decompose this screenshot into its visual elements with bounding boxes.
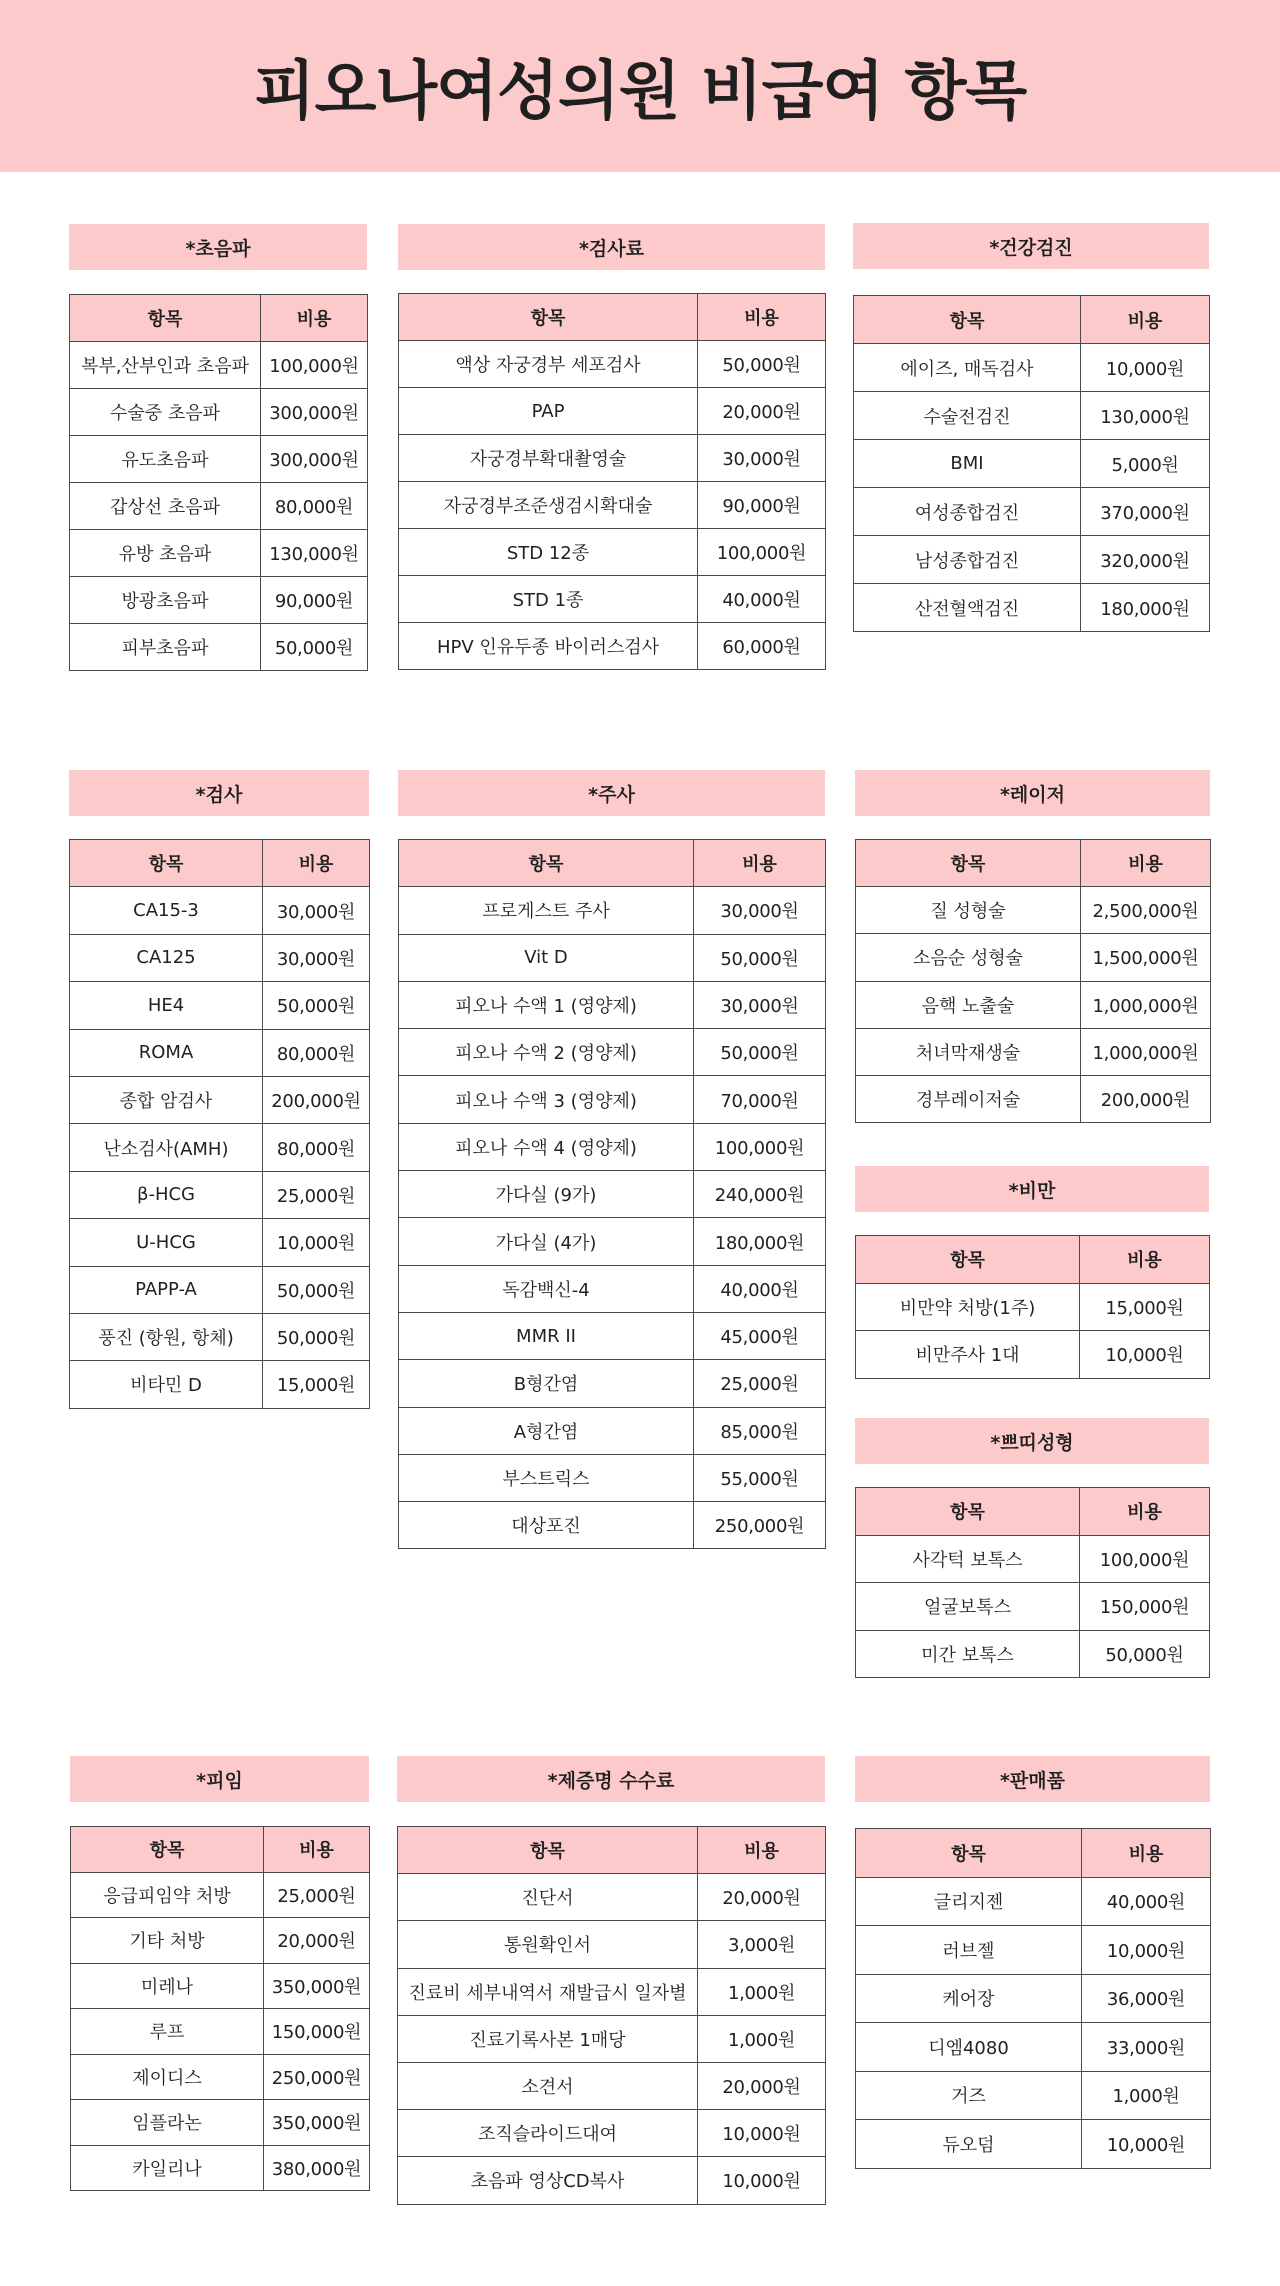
- table-row: [398, 2062, 826, 2109]
- table-row: [399, 388, 826, 435]
- table-header-row: [398, 1827, 826, 1874]
- cost-cell: 300,000원: [261, 436, 368, 483]
- table-row: [856, 1075, 1211, 1122]
- table-header-row: [856, 1488, 1210, 1536]
- price-table: [853, 295, 1210, 632]
- item-cell: 거즈: [856, 2071, 1082, 2120]
- item-cell: β-HCG: [70, 1171, 263, 1218]
- cost-cell: 380,000원: [264, 2145, 370, 2191]
- item-cell: 산전혈액검진: [854, 584, 1081, 632]
- item-cell: 종합 암검사: [70, 1076, 263, 1123]
- cost-cell: 30,000원: [694, 887, 826, 934]
- column-header-item: 항목: [399, 294, 698, 341]
- table-row: [70, 1361, 370, 1408]
- table-row: [856, 1535, 1210, 1583]
- column-header-cost: 비용: [1082, 1829, 1211, 1878]
- column-header-cost: 비용: [1081, 840, 1211, 887]
- section-title: *검사료: [398, 224, 825, 270]
- cost-cell: 180,000원: [1081, 584, 1210, 632]
- table-row: [856, 887, 1211, 934]
- cost-cell: 33,000원: [1082, 2023, 1211, 2072]
- table-row: [399, 1123, 826, 1170]
- cost-cell: 25,000원: [694, 1360, 826, 1407]
- table-row: [854, 488, 1210, 536]
- table-header-row: [399, 294, 826, 341]
- price-section: [855, 1418, 1209, 1666]
- item-cell: 프로게스트 주사: [399, 887, 694, 934]
- item-cell: 진료기록사본 1매당: [398, 2015, 698, 2062]
- table-row: [854, 536, 1210, 584]
- table-header-row: [856, 1829, 1211, 1878]
- table-row: [856, 934, 1211, 981]
- table-row: [399, 1265, 826, 1312]
- table-row: [856, 1331, 1210, 1379]
- section-title: *피임: [70, 1756, 369, 1802]
- table-row: [399, 341, 826, 388]
- table-row: [70, 1219, 370, 1266]
- cost-cell: 100,000원: [698, 529, 826, 576]
- item-cell: 난소검사(AMH): [70, 1124, 263, 1171]
- page-header: [0, 0, 1280, 172]
- table-row: [70, 483, 368, 530]
- cost-cell: 50,000원: [263, 1266, 370, 1313]
- item-cell: 소음순 성형술: [856, 934, 1081, 981]
- table-row: [399, 1360, 826, 1407]
- cost-cell: 30,000원: [698, 435, 826, 482]
- item-cell: 에이즈, 매독검사: [854, 344, 1081, 392]
- table-header-row: [399, 840, 826, 887]
- item-cell: 질 성형술: [856, 887, 1081, 934]
- item-cell: 미레나: [71, 1963, 264, 2009]
- item-cell: 디엠4080: [856, 2023, 1082, 2072]
- cost-cell: 50,000원: [694, 1029, 826, 1076]
- price-section: [398, 770, 825, 1538]
- table-row: [399, 435, 826, 482]
- cost-cell: 36,000원: [1082, 1974, 1211, 2023]
- table-row: [399, 529, 826, 576]
- column-header-item: 항목: [399, 840, 694, 887]
- table-row: [854, 344, 1210, 392]
- cost-cell: 10,000원: [1081, 344, 1210, 392]
- item-cell: 임플라논: [71, 2100, 264, 2146]
- cost-cell: 370,000원: [1081, 488, 1210, 536]
- cost-cell: 20,000원: [698, 388, 826, 435]
- item-cell: HPV 인유두종 바이러스검사: [399, 623, 698, 670]
- cost-cell: 350,000원: [264, 2100, 370, 2146]
- item-cell: 자궁경부확대촬영술: [399, 435, 698, 482]
- cost-cell: 80,000원: [261, 483, 368, 530]
- cost-cell: 20,000원: [264, 1918, 370, 1964]
- table-row: [854, 392, 1210, 440]
- section-title: *쁘띠성형: [855, 1418, 1209, 1464]
- item-cell: PAPP-A: [70, 1266, 263, 1313]
- table-row: [399, 623, 826, 670]
- table-row: [856, 1630, 1210, 1678]
- table-row: [399, 1407, 826, 1454]
- item-cell: 통원확인서: [398, 1921, 698, 1968]
- item-cell: 비만약 처방(1주): [856, 1283, 1080, 1331]
- table-row: [70, 624, 368, 671]
- item-cell: 여성종합검진: [854, 488, 1081, 536]
- cost-cell: 90,000원: [261, 577, 368, 624]
- table-row: [399, 482, 826, 529]
- table-row: [70, 1313, 370, 1360]
- item-cell: B형간염: [399, 1360, 694, 1407]
- cost-cell: 150,000원: [1080, 1583, 1210, 1631]
- table-row: [70, 389, 368, 436]
- price-section: [69, 770, 369, 1397]
- cost-cell: 130,000원: [1081, 392, 1210, 440]
- cost-cell: 85,000원: [694, 1407, 826, 1454]
- item-cell: 수술전검진: [854, 392, 1081, 440]
- cost-cell: 25,000원: [263, 1171, 370, 1218]
- item-cell: 초음파 영상CD복사: [398, 2157, 698, 2204]
- item-cell: 피부초음파: [70, 624, 261, 671]
- table-row: [856, 2120, 1211, 2169]
- cost-cell: 5,000원: [1081, 440, 1210, 488]
- table-header-row: [70, 295, 368, 342]
- item-cell: 루프: [71, 2009, 264, 2055]
- table-row: [399, 887, 826, 934]
- item-cell: 얼굴보톡스: [856, 1583, 1080, 1631]
- cost-cell: 30,000원: [694, 981, 826, 1028]
- table-row: [70, 342, 368, 389]
- table-header-row: [854, 296, 1210, 344]
- item-cell: 글리지젠: [856, 1877, 1082, 1926]
- table-row: [399, 934, 826, 981]
- price-section: [853, 223, 1209, 620]
- cost-cell: 90,000원: [698, 482, 826, 529]
- cost-cell: 150,000원: [264, 2009, 370, 2055]
- cost-cell: 100,000원: [694, 1123, 826, 1170]
- table-row: [856, 981, 1211, 1028]
- table-row: [399, 1218, 826, 1265]
- item-cell: 음핵 노출술: [856, 981, 1081, 1028]
- item-cell: 남성종합검진: [854, 536, 1081, 584]
- cost-cell: 40,000원: [1082, 1877, 1211, 1926]
- table-header-row: [70, 840, 370, 887]
- item-cell: 대상포진: [399, 1502, 694, 1549]
- item-cell: 사각턱 보톡스: [856, 1535, 1080, 1583]
- cost-cell: 80,000원: [263, 1124, 370, 1171]
- item-cell: 응급피임약 처방: [71, 1872, 264, 1918]
- table-row: [399, 1454, 826, 1501]
- item-cell: HE4: [70, 982, 263, 1029]
- cost-cell: 1,000원: [698, 1968, 826, 2015]
- item-cell: 방광초음파: [70, 577, 261, 624]
- column-header-cost: 비용: [264, 1827, 370, 1873]
- item-cell: CA125: [70, 934, 263, 981]
- cost-cell: 200,000원: [263, 1076, 370, 1123]
- table-row: [398, 1968, 826, 2015]
- price-table: [855, 1487, 1210, 1678]
- item-cell: 유도초음파: [70, 436, 261, 483]
- cost-cell: 10,000원: [698, 2157, 826, 2204]
- cost-cell: 60,000원: [698, 623, 826, 670]
- cost-cell: 130,000원: [261, 530, 368, 577]
- item-cell: 진료비 세부내역서 재발급시 일자별: [398, 1968, 698, 2015]
- item-cell: 제이디스: [71, 2054, 264, 2100]
- price-section: [855, 1166, 1209, 1367]
- table-row: [398, 2110, 826, 2157]
- price-section: [69, 224, 367, 659]
- table-row: [856, 1583, 1210, 1631]
- section-title: *판매품: [855, 1756, 1210, 1802]
- table-row: [856, 1877, 1211, 1926]
- price-section: [70, 1756, 369, 2180]
- table-row: [399, 576, 826, 623]
- item-cell: 수술중 초음파: [70, 389, 261, 436]
- cost-cell: 70,000원: [694, 1076, 826, 1123]
- price-table: [397, 1826, 826, 2205]
- table-row: [70, 887, 370, 934]
- column-header-item: 항목: [856, 1829, 1082, 1878]
- table-row: [856, 1926, 1211, 1975]
- item-cell: 비만주사 1대: [856, 1331, 1080, 1379]
- table-row: [398, 1921, 826, 1968]
- table-row: [70, 577, 368, 624]
- column-header-cost: 비용: [698, 1827, 826, 1874]
- cost-cell: 2,500,000원: [1081, 887, 1211, 934]
- cost-cell: 15,000원: [263, 1361, 370, 1408]
- cost-cell: 30,000원: [263, 934, 370, 981]
- item-cell: 자궁경부조준생검시확대술: [399, 482, 698, 529]
- item-cell: BMI: [854, 440, 1081, 488]
- item-cell: 피오나 수액 2 (영양제): [399, 1029, 694, 1076]
- table-row: [856, 2023, 1211, 2072]
- item-cell: 러브젤: [856, 1926, 1082, 1975]
- item-cell: U-HCG: [70, 1219, 263, 1266]
- item-cell: 미간 보톡스: [856, 1630, 1080, 1678]
- column-header-cost: 비용: [1080, 1236, 1210, 1284]
- price-table: [855, 839, 1211, 1123]
- column-header-item: 항목: [856, 1236, 1080, 1284]
- item-cell: 가다실 (9가): [399, 1171, 694, 1218]
- column-header-item: 항목: [70, 840, 263, 887]
- item-cell: PAP: [399, 388, 698, 435]
- table-row: [71, 1963, 370, 2009]
- price-table: [69, 294, 368, 671]
- cost-cell: 50,000원: [698, 341, 826, 388]
- table-row: [398, 1874, 826, 1921]
- item-cell: 유방 초음파: [70, 530, 261, 577]
- table-header-row: [71, 1827, 370, 1873]
- cost-cell: 10,000원: [263, 1219, 370, 1266]
- cost-cell: 10,000원: [1080, 1331, 1210, 1379]
- item-cell: 조직슬라이드대여: [398, 2110, 698, 2157]
- section-title: *건강검진: [853, 223, 1209, 269]
- table-row: [399, 1076, 826, 1123]
- item-cell: 부스트릭스: [399, 1454, 694, 1501]
- table-row: [70, 934, 370, 981]
- cost-cell: 1,500,000원: [1081, 934, 1211, 981]
- column-header-item: 항목: [398, 1827, 698, 1874]
- cost-cell: 1,000원: [698, 2015, 826, 2062]
- table-row: [856, 1283, 1210, 1331]
- item-cell: CA15-3: [70, 887, 263, 934]
- item-cell: 비타민 D: [70, 1361, 263, 1408]
- cost-cell: 240,000원: [694, 1171, 826, 1218]
- item-cell: 진단서: [398, 1874, 698, 1921]
- column-header-cost: 비용: [694, 840, 826, 887]
- table-row: [399, 1171, 826, 1218]
- cost-cell: 100,000원: [261, 342, 368, 389]
- section-title: *레이저: [855, 770, 1210, 816]
- cost-cell: 20,000원: [698, 1874, 826, 1921]
- table-row: [70, 1124, 370, 1171]
- cost-cell: 1,000원: [1082, 2071, 1211, 2120]
- item-cell: 가다실 (4가): [399, 1218, 694, 1265]
- item-cell: 카일리나: [71, 2145, 264, 2191]
- cost-cell: 15,000원: [1080, 1283, 1210, 1331]
- cost-cell: 3,000원: [698, 1921, 826, 1968]
- cost-cell: 40,000원: [694, 1265, 826, 1312]
- table-row: [856, 2071, 1211, 2120]
- table-row: [856, 1028, 1211, 1075]
- table-row: [399, 1312, 826, 1359]
- item-cell: 갑상선 초음파: [70, 483, 261, 530]
- price-table: [69, 839, 370, 1409]
- table-row: [854, 440, 1210, 488]
- table-row: [70, 530, 368, 577]
- price-table: [398, 293, 826, 670]
- item-cell: STD 1종: [399, 576, 698, 623]
- price-table: [855, 1828, 1211, 2169]
- cost-cell: 200,000원: [1081, 1075, 1211, 1122]
- cost-cell: 350,000원: [264, 1963, 370, 2009]
- item-cell: 기타 처방: [71, 1918, 264, 1964]
- item-cell: 액상 자궁경부 세포검사: [399, 341, 698, 388]
- section-title: *주사: [398, 770, 825, 816]
- cost-cell: 320,000원: [1081, 536, 1210, 584]
- item-cell: MMR II: [399, 1312, 694, 1359]
- cost-cell: 30,000원: [263, 887, 370, 934]
- cost-cell: 100,000원: [1080, 1535, 1210, 1583]
- column-header-cost: 비용: [1080, 1488, 1210, 1536]
- table-row: [71, 1918, 370, 1964]
- cost-cell: 50,000원: [263, 1313, 370, 1360]
- table-row: [70, 1029, 370, 1076]
- section-title: *초음파: [69, 224, 367, 270]
- cost-cell: 250,000원: [694, 1502, 826, 1549]
- cost-cell: 25,000원: [264, 1872, 370, 1918]
- item-cell: 피오나 수액 4 (영양제): [399, 1123, 694, 1170]
- cost-cell: 1,000,000원: [1081, 1028, 1211, 1075]
- table-row: [398, 2015, 826, 2062]
- item-cell: 피오나 수액 3 (영양제): [399, 1076, 694, 1123]
- table-row: [70, 1076, 370, 1123]
- table-row: [70, 1171, 370, 1218]
- column-header-item: 항목: [856, 840, 1081, 887]
- column-header-item: 항목: [70, 295, 261, 342]
- cost-cell: 55,000원: [694, 1454, 826, 1501]
- table-row: [70, 1266, 370, 1313]
- table-row: [856, 1974, 1211, 2023]
- price-section: [855, 1756, 1210, 2156]
- item-cell: A형간염: [399, 1407, 694, 1454]
- item-cell: 피오나 수액 1 (영양제): [399, 981, 694, 1028]
- cost-cell: 10,000원: [698, 2110, 826, 2157]
- cost-cell: 300,000원: [261, 389, 368, 436]
- cost-cell: 10,000원: [1082, 2120, 1211, 2169]
- item-cell: 경부레이저술: [856, 1075, 1081, 1122]
- cost-cell: 50,000원: [261, 624, 368, 671]
- cost-cell: 50,000원: [263, 982, 370, 1029]
- cost-cell: 250,000원: [264, 2054, 370, 2100]
- item-cell: 독감백신-4: [399, 1265, 694, 1312]
- table-row: [71, 2054, 370, 2100]
- cost-cell: 50,000원: [1080, 1630, 1210, 1678]
- table-row: [398, 2157, 826, 2204]
- item-cell: 풍진 (항원, 항체): [70, 1313, 263, 1360]
- column-header-cost: 비용: [698, 294, 826, 341]
- table-row: [71, 2145, 370, 2191]
- cost-cell: 20,000원: [698, 2062, 826, 2109]
- section-title: *검사: [69, 770, 369, 816]
- price-section: [398, 224, 825, 658]
- column-header-cost: 비용: [1081, 296, 1210, 344]
- cost-cell: 80,000원: [263, 1029, 370, 1076]
- section-title: *제증명 수수료: [397, 1756, 825, 1802]
- cost-cell: 1,000,000원: [1081, 981, 1211, 1028]
- item-cell: 케어장: [856, 1974, 1082, 2023]
- table-row: [399, 1502, 826, 1549]
- column-header-item: 항목: [71, 1827, 264, 1873]
- price-table: [398, 839, 826, 1549]
- item-cell: STD 12종: [399, 529, 698, 576]
- item-cell: 듀오덤: [856, 2120, 1082, 2169]
- item-cell: 소견서: [398, 2062, 698, 2109]
- cost-cell: 40,000원: [698, 576, 826, 623]
- item-cell: 처녀막재생술: [856, 1028, 1081, 1075]
- column-header-item: 항목: [854, 296, 1081, 344]
- table-row: [70, 982, 370, 1029]
- table-header-row: [856, 1236, 1210, 1284]
- table-row: [854, 584, 1210, 632]
- table-row: [399, 981, 826, 1028]
- table-header-row: [856, 840, 1211, 887]
- cost-cell: 45,000원: [694, 1312, 826, 1359]
- price-section: [397, 1756, 825, 2193]
- price-table: [70, 1826, 370, 2191]
- section-title: *비만: [855, 1166, 1209, 1212]
- table-row: [71, 2100, 370, 2146]
- table-row: [70, 436, 368, 483]
- table-row: [71, 2009, 370, 2055]
- price-table: [855, 1235, 1210, 1379]
- page-title: 피오나여성의원 비급여 항목: [253, 55, 1027, 129]
- column-header-cost: 비용: [263, 840, 370, 887]
- item-cell: Vit D: [399, 934, 694, 981]
- table-row: [399, 1029, 826, 1076]
- price-section: [855, 770, 1210, 1112]
- item-cell: ROMA: [70, 1029, 263, 1076]
- table-row: [71, 1872, 370, 1918]
- column-header-item: 항목: [856, 1488, 1080, 1536]
- cost-cell: 180,000원: [694, 1218, 826, 1265]
- column-header-cost: 비용: [261, 295, 368, 342]
- cost-cell: 50,000원: [694, 934, 826, 981]
- cost-cell: 10,000원: [1082, 1926, 1211, 1975]
- item-cell: 복부,산부인과 초음파: [70, 342, 261, 389]
